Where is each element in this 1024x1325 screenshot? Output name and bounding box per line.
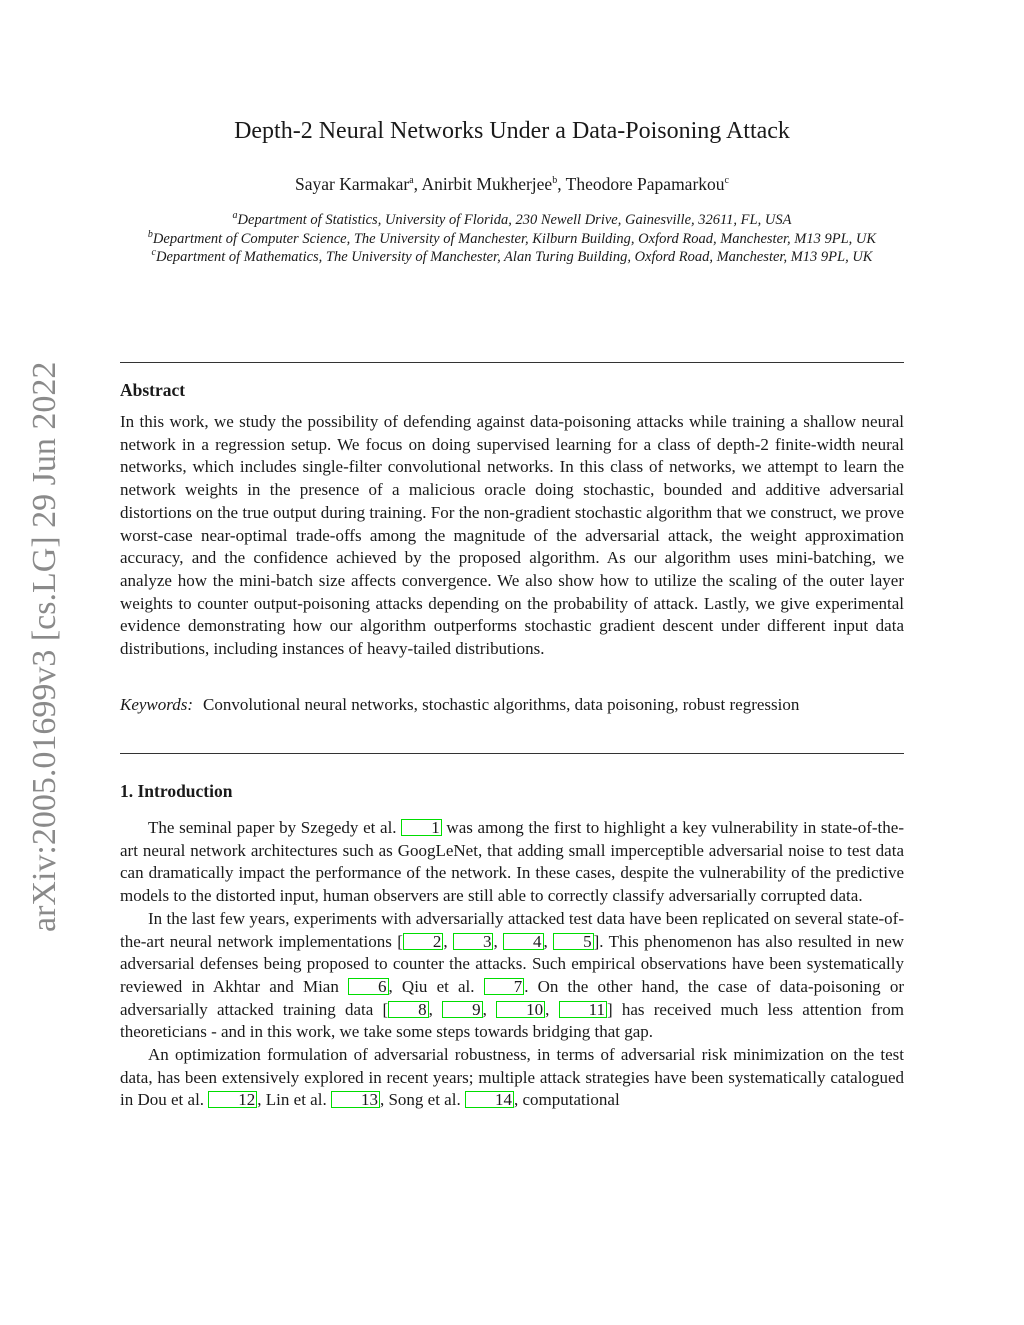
affiliation-line [120, 248, 904, 267]
text-run: , Qiu et al. [388, 976, 484, 996]
affiliation-mark: a [232, 210, 238, 222]
text-run: The seminal paper by Szegedy et al. [148, 818, 402, 837]
author-name: Sayar Karmakar [295, 174, 410, 194]
text-run: ] has received much less attention from theoreticians - and in this work, we take some steps towards bridging that gap. [120, 999, 905, 1042]
text-run: , [428, 999, 443, 1019]
author-separator: , [557, 174, 566, 194]
citation-link[interactable]: 2 [403, 933, 444, 950]
citation-link[interactable]: 3 [453, 933, 494, 950]
text-run: , [443, 931, 453, 951]
affiliation-text: Department of Mathematics, The University of Manchester, Alan Turing Building, Oxford Road, Manchester, M13 9PL, UK [155, 249, 873, 265]
abstract-body [120, 411, 904, 661]
citation-link[interactable]: 14 [465, 1091, 514, 1108]
affiliation-line [120, 211, 904, 230]
text-run: , computational [513, 1090, 620, 1110]
abstract-text: In this work, we study the possibility of defending against data-poisoning attacks while training a shallow neural network in a regression setup. We focus on doing supervised learning for a class of depth-2 finite-width neural networks, which includes single-filter convolutional networks. In this class of networks, we attempt to learn the network weights in the presence of a malicious oracle doing stochastic, bounded and additive adversarial distortions on the true output during training. For the non-gradient stochastic algorithm that we construct, we prove worst-case near-optimal trade-offs among the magnitude of the adversarial attack, the weight approximation accuracy, and the confidence achieved by the proposed algorithm. As our algorithm uses mini-batching, we analyze how the mini-batch size affects convergence. We also show how to utilize the scaling of the outer layer weights to counter output-poisoning attacks depending on the probability of attack. Lastly, we give experimental evidence demonstrating how our algorithm outperforms stochastic gradient descent under different input data distributions, including instances of heavy-tailed distributions. [120, 412, 904, 659]
arxiv-identifier: arXiv:2005.01699v3 [cs.LG] 29 Jun 2022 [26, 361, 63, 932]
introduction-body [120, 817, 904, 1112]
abstract-heading: Abstract [120, 380, 186, 400]
citation-link[interactable]: 13 [331, 1091, 380, 1108]
author-affiliation-mark: c [724, 175, 729, 187]
top-divider [120, 362, 904, 363]
text-run: , Lin et al. [257, 1090, 331, 1110]
author-name: Anirbit Mukherjee [421, 174, 553, 194]
author-affiliation-mark: b [552, 175, 558, 187]
text-run: ]. This phenomenon has also resulted in new adversarial defenses being proposed to counter the attacks. Such empirical observations have been systematically reviewed in Akhtar and Mian [120, 931, 905, 996]
affiliations [120, 211, 904, 267]
bottom-divider [120, 753, 904, 754]
keywords-text: Convolutional neural networks, stochastic algorithms, data poisoning, robust regression [203, 695, 800, 714]
text-run: , Song et al. [379, 1090, 465, 1110]
citation-link[interactable]: 12 [208, 1091, 257, 1108]
affiliation-text: Department of Computer Science, The University of Manchester, Kilburn Building, Oxford Road, Manchester, M13 9PL, UK [152, 230, 877, 247]
text-run: An optimization formulation of adversarial robustness, in terms of adversarial risk minimization on the test data, has been extensively explored in recent years; multiple attack strategies have been systematically catalogued in Dou et al. [120, 1045, 904, 1110]
affiliation-mark: b [147, 228, 153, 240]
text-run: In the last few years, experiments with adversarially attacked test data have been replicated on several state-of-the-art neural network implementations [ [120, 908, 904, 951]
intro-paragraph [120, 817, 904, 908]
intro-paragraph [120, 1044, 904, 1112]
text-run: . On the other hand, the case of data-poisoning or adversarially attacked training data [ [120, 976, 905, 1019]
citation-link[interactable]: 6 [348, 978, 389, 995]
citation-link[interactable]: 4 [503, 933, 544, 950]
text-run: was among the first to highlight a key vulnerability in state-of-the-art neural network architectures such as GoogLeNet, that adding small imperceptible adversarial noise to test data can dramatically impact the performance of the network. In these cases, despite the vulnerability of the predictive models to the distorted input, human observers are still able to correctly classify adversarially corrupted data. [120, 818, 904, 906]
citation-link[interactable]: 5 [553, 933, 594, 950]
paper-title: Depth-2 Neural Networks Under a Data-Poisoning Attack [234, 118, 790, 144]
affiliation-line [120, 230, 904, 249]
section-heading: 1. Introduction [120, 781, 233, 801]
author-name: Theodore Papamarkou [565, 174, 725, 194]
citation-link[interactable]: 9 [442, 1001, 483, 1018]
text-run: , [493, 931, 504, 951]
citation-link[interactable]: 1 [401, 819, 442, 836]
author-list [120, 172, 904, 196]
text-run: , [543, 931, 554, 951]
intro-paragraph [120, 908, 904, 1044]
affiliation-text: Department of Statistics, University of Florida, 230 Newell Drive, Gainesville, 32611, FL, USA [237, 212, 792, 228]
citation-link[interactable]: 10 [496, 1001, 545, 1018]
author-affiliation-mark: a [409, 175, 414, 187]
keywords-label: Keywords: [120, 695, 194, 714]
keywords [120, 694, 904, 717]
author-separator: , [413, 174, 422, 194]
citation-link[interactable]: 7 [484, 978, 525, 995]
affiliation-mark: c [151, 247, 156, 259]
citation-link[interactable]: 8 [388, 1001, 429, 1018]
text-run: , [545, 999, 559, 1019]
text-run: , [482, 999, 497, 1019]
citation-link[interactable]: 11 [559, 1001, 607, 1018]
